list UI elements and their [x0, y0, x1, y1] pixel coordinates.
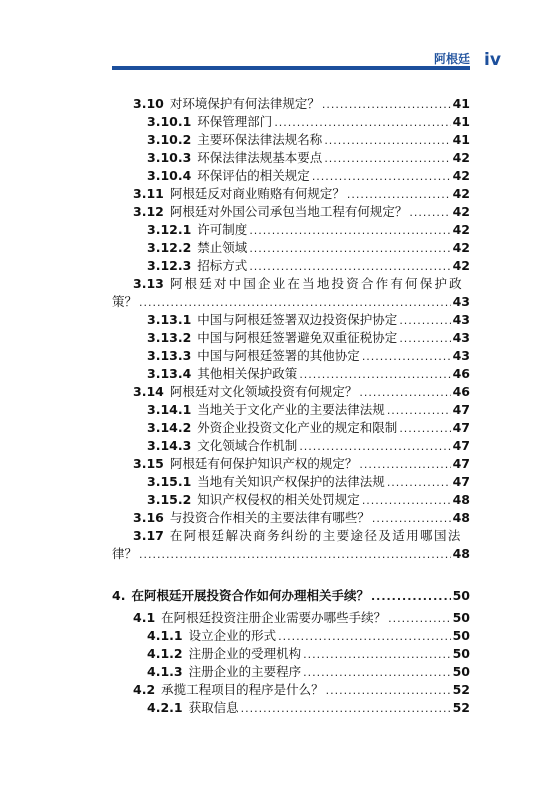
- toc-number: 3.15.2: [147, 492, 192, 507]
- toc-page: 50: [452, 664, 470, 679]
- toc-number: 3.11: [133, 186, 164, 201]
- toc-entry-3-12-1[interactable]: [147, 221, 470, 239]
- toc-title: 对环境保护有何法律规定？: [169, 96, 320, 111]
- toc-number: 3.14: [133, 384, 164, 399]
- toc-entry-4-2[interactable]: [133, 681, 470, 699]
- toc-leader: [303, 646, 450, 664]
- header-rule: [112, 66, 470, 70]
- toc-page: 43: [452, 294, 470, 309]
- toc-entry-3-10-4[interactable]: [147, 167, 470, 185]
- toc-page: 43: [452, 330, 470, 345]
- toc-leader: [249, 240, 450, 258]
- toc-entry-3-10-3[interactable]: [147, 149, 470, 167]
- toc-leader: [388, 610, 450, 628]
- toc-number: 3.17: [133, 528, 164, 543]
- toc-title: 在阿根廷投资注册企业需要办哪些手续？: [161, 610, 387, 625]
- toc-title: 中国与阿根廷签署的其他协定: [197, 348, 360, 363]
- running-header-title: 阿根廷: [433, 52, 470, 66]
- toc-number: 3.12.3: [147, 258, 192, 273]
- toc-page: 48: [452, 510, 470, 525]
- toc-entry-3-14-1[interactable]: [147, 401, 470, 419]
- toc-entry-3-13-line1[interactable]: [133, 275, 470, 293]
- toc-page: 43: [452, 312, 470, 327]
- toc-entry-3-12-2[interactable]: [147, 239, 470, 257]
- toc-page: 42: [452, 204, 470, 219]
- toc-page: 47: [452, 420, 470, 435]
- toc-title: 阿根廷对外国公司承包当地工程有何规定？: [169, 204, 408, 219]
- toc-page: 48: [452, 492, 470, 507]
- toc-title: 中国与阿根廷签署双边投资保护协定: [197, 312, 398, 327]
- toc-page: 47: [452, 474, 470, 489]
- toc-leader: [249, 258, 450, 276]
- toc-number: 3.12: [133, 204, 164, 219]
- toc-entry-3-10-2[interactable]: [147, 131, 470, 149]
- toc-entry-3-17-line1[interactable]: [133, 527, 470, 545]
- toc-title: 禁止领域: [197, 240, 248, 255]
- toc-number: 4.2: [133, 682, 156, 697]
- toc-entry-4-1-2[interactable]: [147, 645, 470, 663]
- toc-title: 阿根廷反对商业贿赂有何规定？: [169, 186, 345, 201]
- toc-page: 42: [452, 150, 470, 165]
- toc-number: 4.1.3: [147, 664, 183, 679]
- toc-leader: [326, 682, 451, 700]
- toc-title-continued: 律？: [112, 546, 138, 561]
- toc-leader: [299, 438, 450, 456]
- toc-entry-3-13-1[interactable]: [147, 311, 470, 329]
- toc-title: 当地有关知识产权保护的法律法规: [197, 474, 385, 489]
- toc-title-continued: 策？: [112, 294, 138, 309]
- toc-leader: [322, 96, 451, 114]
- toc-page: 50: [452, 646, 470, 661]
- toc-page: 41: [452, 132, 470, 147]
- toc-entry-3-17-line2[interactable]: [112, 545, 470, 563]
- toc-entry-3-13-2[interactable]: [147, 329, 470, 347]
- toc-page: 50: [452, 610, 470, 625]
- toc-page: 43: [452, 348, 470, 363]
- toc-title: 环保评估的相关规定: [197, 168, 310, 183]
- toc-number: 4.1.1: [147, 628, 183, 643]
- toc-number: 3.10.4: [147, 168, 192, 183]
- toc-number: 3.13.2: [147, 330, 192, 345]
- toc-leader: [347, 186, 451, 204]
- toc-entry-chapter-4[interactable]: [112, 587, 470, 605]
- toc-number: 4.2.1: [147, 700, 183, 715]
- toc-page: 47: [452, 402, 470, 417]
- toc-leader: [409, 204, 450, 222]
- toc-entry-3-14-2[interactable]: [147, 419, 470, 437]
- toc-leader: [387, 474, 451, 492]
- toc-title: 环保法律法规基本要点: [197, 150, 323, 165]
- toc-leader: [399, 420, 450, 438]
- toc-leader: [359, 456, 450, 474]
- toc-title: 承揽工程项目的程序是什么？: [161, 682, 324, 697]
- toc-title: 主要环保法律法规名称: [197, 132, 323, 147]
- toc-page: 46: [452, 384, 470, 399]
- toc-leader: [362, 348, 451, 366]
- toc-number: 3.13.4: [147, 366, 192, 381]
- toc-number: 3.16: [133, 510, 164, 525]
- toc-number: 3.12.2: [147, 240, 192, 255]
- toc-entry-3-15[interactable]: [133, 455, 470, 473]
- toc-entry-3-12-3[interactable]: [147, 257, 470, 275]
- toc-page: 42: [452, 240, 470, 255]
- toc-page: 46: [452, 366, 470, 381]
- toc-entry-3-13-3[interactable]: [147, 347, 470, 365]
- toc-leader: [249, 222, 450, 240]
- toc-leader: [371, 588, 451, 606]
- toc-number: 3.14.2: [147, 420, 192, 435]
- toc-title: 阿根廷对文化领域投资有何规定？: [169, 384, 358, 399]
- toc-number: 3.10.2: [147, 132, 192, 147]
- toc-number: 3.13.1: [147, 312, 192, 327]
- toc-number: 4.: [112, 588, 126, 603]
- toc-entry-4-1[interactable]: [133, 609, 470, 627]
- toc-entry-3-14-3[interactable]: [147, 437, 470, 455]
- toc-title: 注册企业的受理机构: [188, 646, 302, 661]
- toc-title: 阿根廷有何保护知识产权的规定？: [169, 456, 358, 471]
- toc-number: 3.15.1: [147, 474, 192, 489]
- toc-entry-4-1-3[interactable]: [147, 663, 470, 681]
- toc-leader: [362, 492, 451, 510]
- toc-title: 外资企业投资文化产业的规定和限制: [197, 420, 398, 435]
- toc-title: 阿根廷对中国企业在当地投资合作有何保护政: [169, 276, 464, 291]
- toc-page: 42: [452, 222, 470, 237]
- toc-leader: [241, 700, 451, 718]
- toc-leader: [359, 384, 450, 402]
- page-number: iv: [484, 50, 501, 70]
- toc-page: 52: [452, 700, 470, 715]
- toc-title: 在阿根廷开展投资合作如何办理相关手续？: [131, 588, 369, 603]
- toc-number: 3.14.3: [147, 438, 192, 453]
- toc-page: 52: [452, 682, 470, 697]
- toc-title: 获取信息: [188, 700, 239, 715]
- toc-number: 3.12.1: [147, 222, 192, 237]
- toc-leader: [324, 150, 450, 168]
- toc-leader: [372, 510, 451, 528]
- toc-entry-4-1-1[interactable]: [147, 627, 470, 645]
- toc-entry-3-10-1[interactable]: [147, 113, 470, 131]
- toc-entry-3-13-4[interactable]: [147, 365, 470, 383]
- toc-leader: [274, 114, 450, 132]
- toc-number: 4.1: [133, 610, 156, 625]
- toc-number: 3.13.3: [147, 348, 192, 363]
- toc-page: 50: [452, 628, 470, 643]
- toc-title: 知识产权侵权的相关处罚规定: [197, 492, 360, 507]
- toc-page: 42: [452, 258, 470, 273]
- toc-title: 当地关于文化产业的主要法律法规: [197, 402, 385, 417]
- toc-leader: [399, 330, 450, 348]
- toc-entry-3-13-line2[interactable]: [112, 293, 470, 311]
- toc-title: 中国与阿根廷签署避免双重征税协定: [197, 330, 398, 345]
- toc-title: 文化领域合作机制: [197, 438, 298, 453]
- toc-number: 3.14.1: [147, 402, 192, 417]
- toc-number: 4.1.2: [147, 646, 183, 661]
- toc-leader: [278, 628, 450, 646]
- toc-entry-3-16[interactable]: [133, 509, 470, 527]
- toc-title: 设立企业的形式: [188, 628, 277, 643]
- toc-entry-3-11[interactable]: [133, 185, 470, 203]
- toc-number: 3.13: [133, 276, 164, 291]
- toc-entry-4-2-1[interactable]: [147, 699, 470, 717]
- toc-number: 3.10.3: [147, 150, 192, 165]
- toc-page: 48: [452, 546, 470, 561]
- toc-leader: [303, 664, 450, 682]
- toc-title: 在阿根廷解决商务纠纷的主要途径及适用哪国法: [169, 528, 462, 543]
- toc-page: 41: [452, 114, 470, 129]
- toc-title: 其他相关保护政策: [197, 366, 298, 381]
- toc-leader: [139, 546, 451, 564]
- toc-leader: [387, 402, 451, 420]
- toc-leader: [139, 294, 451, 312]
- toc-page: 47: [452, 438, 470, 453]
- toc-page: 42: [452, 168, 470, 183]
- toc-entry-3-14[interactable]: [133, 383, 470, 401]
- toc-page: 50: [452, 588, 470, 603]
- toc-leader: [312, 168, 451, 186]
- toc-title: 环保管理部门: [197, 114, 273, 129]
- toc-number: 3.10: [133, 96, 164, 111]
- toc-leader: [399, 312, 450, 330]
- toc-title: 许可制度: [197, 222, 248, 237]
- toc-title: 招标方式: [197, 258, 248, 273]
- toc-page: 41: [452, 96, 470, 111]
- toc-leader: [299, 366, 450, 384]
- toc-entry-3-15-1[interactable]: [147, 473, 470, 491]
- toc-number: 3.10.1: [147, 114, 192, 129]
- toc-number: 3.15: [133, 456, 164, 471]
- toc-title: 与投资合作相关的主要法律有哪些？: [169, 510, 370, 525]
- toc-entry-3-12[interactable]: [133, 203, 470, 221]
- toc-page: 42: [452, 186, 470, 201]
- toc-leader: [324, 132, 450, 150]
- toc-entry-3-15-2[interactable]: [147, 491, 470, 509]
- toc-entry-3-10[interactable]: [133, 95, 470, 113]
- toc-title: 注册企业的主要程序: [188, 664, 302, 679]
- toc-page: 47: [452, 456, 470, 471]
